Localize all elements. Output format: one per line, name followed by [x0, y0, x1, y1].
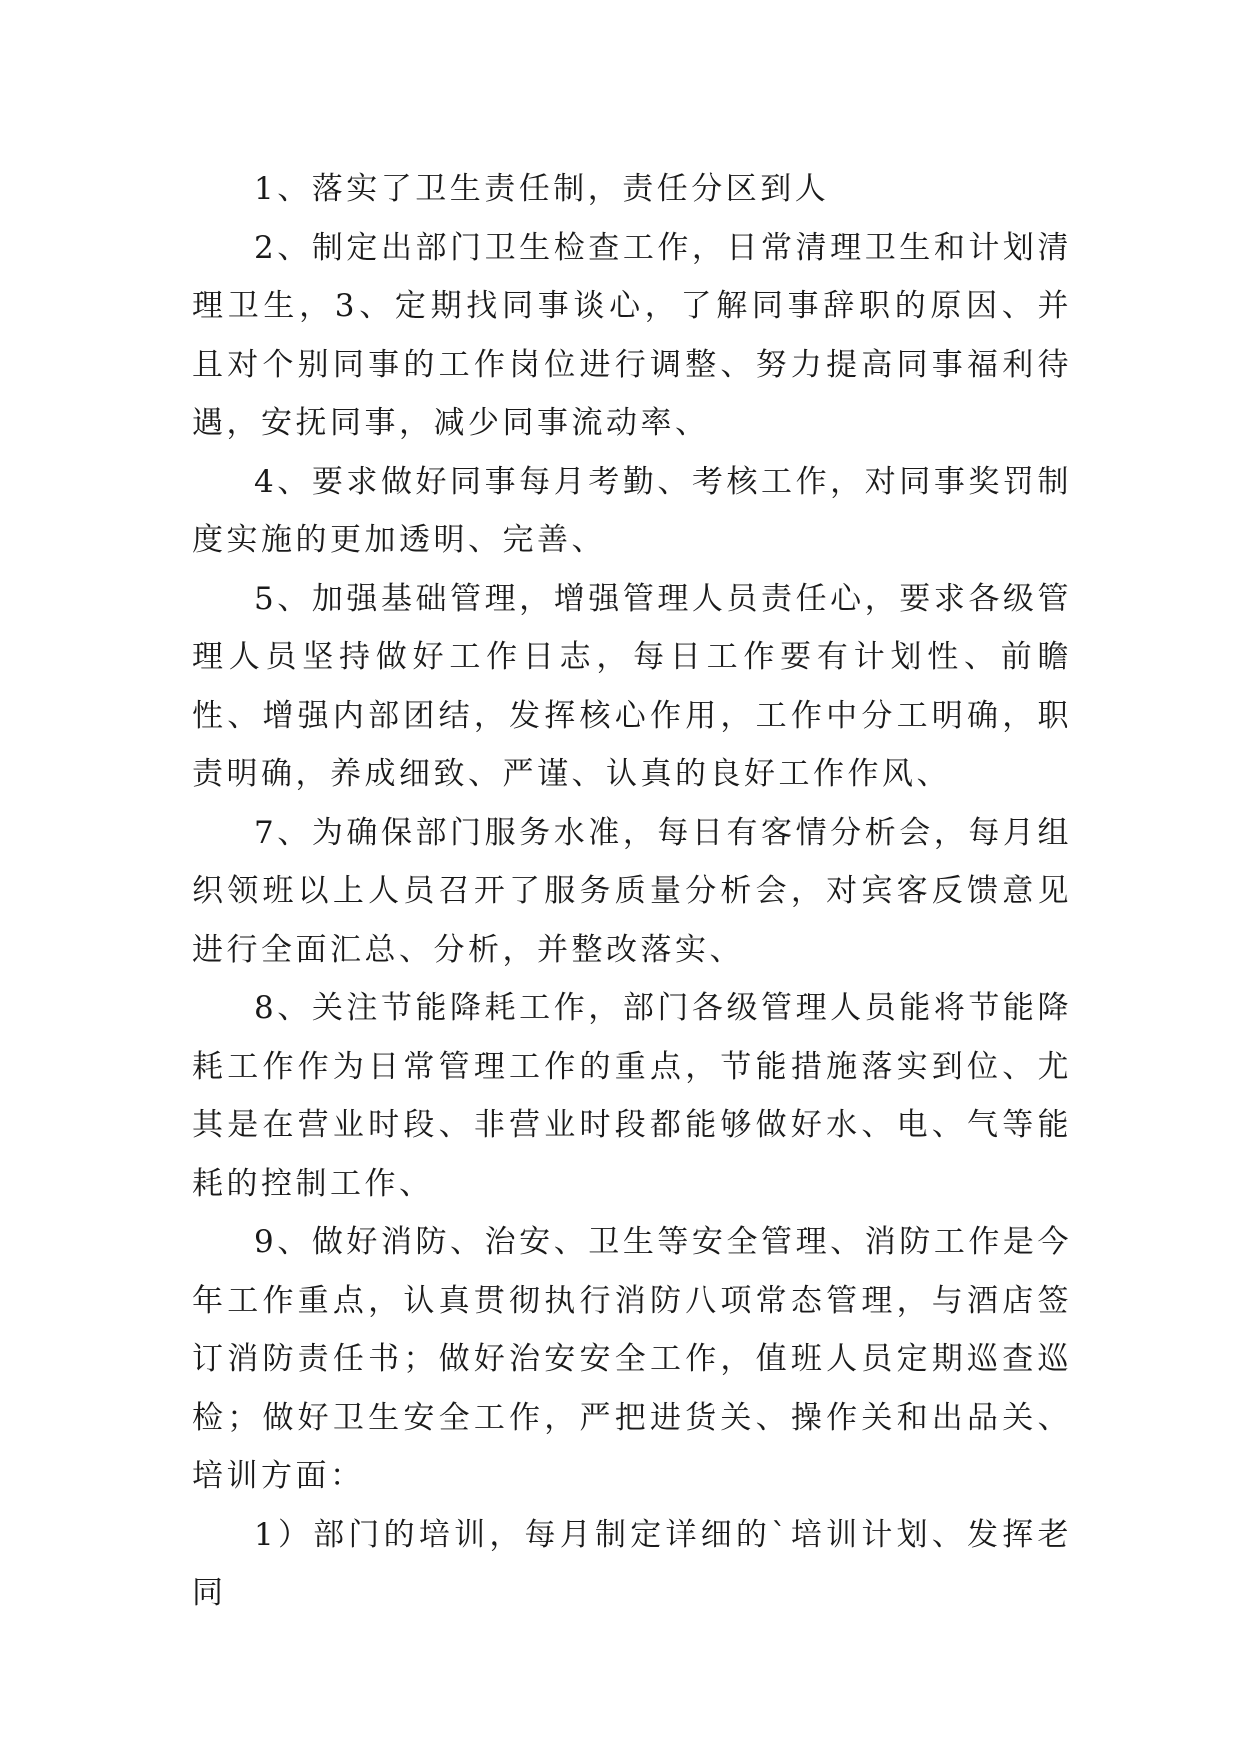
paragraph-2: 2、制定出部门卫生检查工作，日常清理卫生和计划清理卫生，3、定期找同事谈心，了解同事辞职的原因、并且对个别同事的工作岗位进行调整、努力提高同事福利待遇，安抚同事，减少同事流动率、: [192, 229, 1072, 441]
paragraph-7: 7、为确保部门服务水准，每日有客情分析会，每月组织领班以上人员召开了服务质量分析会，对宾客反馈意见进行全面汇总、分析，并整改落实、: [192, 814, 1072, 968]
paragraph-1: 1、落实了卫生责任制，责任分区到人: [254, 171, 830, 207]
paragraph-9: 9、做好消防、治安、卫生等安全管理、消防工作是今年工作重点，认真贯彻执行消防八项常态管理，与酒店签订消防责任书；做好治安安全工作，值班人员定期巡查巡检；做好卫生安全工作，严把进货关、操作关和出品关、培训方面：: [192, 1224, 1072, 1494]
paragraph-4: 4、要求做好同事每月考勤、考核工作，对同事奖罚制度实施的更加透明、完善、: [192, 463, 1072, 558]
document-body: [192, 160, 1072, 1623]
paragraph-8: 8、关注节能降耗工作，部门各级管理人员能将节能降耗工作作为日常管理工作的重点，节能措施落实到位、尤其是在营业时段、非营业时段都能够做好水、电、气等能耗的控制工作、: [192, 990, 1072, 1202]
paragraph-5: 5、加强基础管理，增强管理人员责任心，要求各级管理人员坚持做好工作日志，每日工作要有计划性、前瞻性、增强内部团结，发挥核心作用，工作中分工明确，职责明确，养成细致、严谨、认真的良好工作作风、: [192, 580, 1072, 792]
paragraph-training: 1）部门的培训，每月制定详细的`培训计划、发挥老同: [192, 1516, 1072, 1611]
